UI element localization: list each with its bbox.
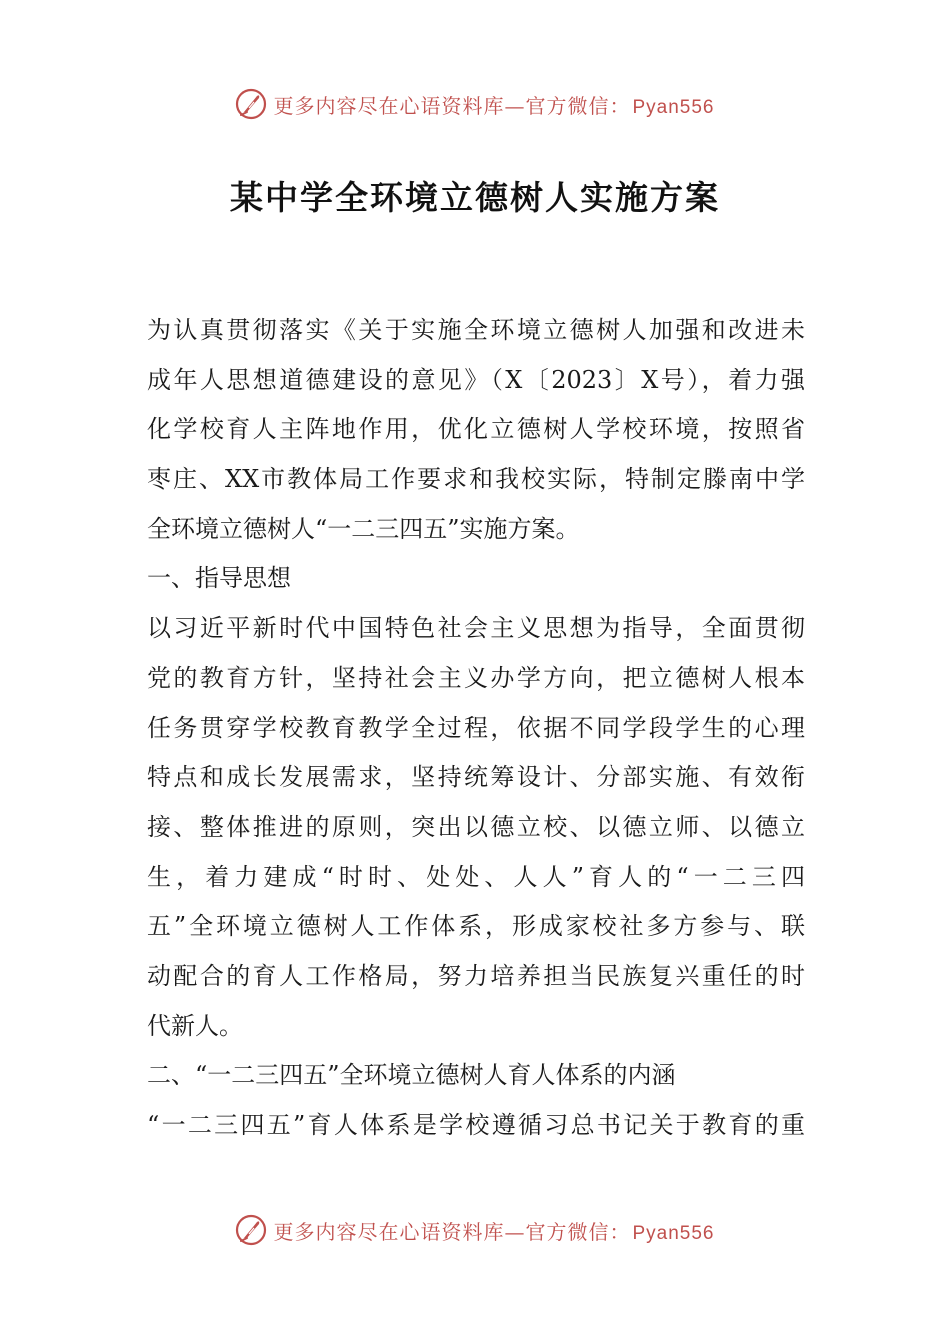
watermark-text: 更多内容尽在心语资料库—官方微信： Pyan556 [273,93,715,118]
text-line: 特点和成长发展需求，坚持统筹设计、分部实施、有效衔 [147,763,805,792]
quill-logo-icon [235,1214,267,1246]
text-line: “一二三四五”育人体系是学校遵循习总书记关于教育的重 [147,1111,805,1139]
text-line: 枣庄、XX市教体局工作要求和我校实际，特制定滕南中学 [147,465,805,494]
document-title: 某中学全环境立德树人实施方案 [230,178,720,217]
text-line: 代新人。 [147,1011,243,1040]
text-line: 全环境立德树人“一二三四五”实施方案。 [147,514,580,543]
watermark-banner-bottom [0,1210,950,1250]
text-line: 生，着力建成“时时、处处、人人”育人的“一二三四 [147,862,805,891]
text-line: 党的教育方针，坚持社会主义办学方向，把立德树人根本 [147,663,805,692]
text-line: 任务贯穿学校教育教学全过程，依据不同学段学生的心理 [147,713,805,742]
text-line: 动配合的育人工作格局，努力培养担当民族复兴重任的时 [147,961,805,990]
text-line: 为认真贯彻落实《关于实施全环境立德树人加强和改进未 [147,316,805,344]
wechat-id: Pyan556 [632,96,715,118]
document-body [147,306,805,1151]
text-line: 以习近平新时代中国特色社会主义思想为指导，全面贯彻 [147,614,805,643]
section-heading: 二、“一二三四五”全环境立德树人育人体系的内涵 [147,1061,676,1090]
quill-logo-icon [235,88,267,120]
text-line: 接、整体推进的原则，突出以德立校、以德立师、以德立 [147,812,805,841]
text-line: 成年人思想道德建设的意见》（X〔2023〕X号），着力强 [147,365,805,394]
wechat-id: Pyan556 [632,1222,715,1244]
watermark-banner-top [0,84,950,124]
section-heading: 一、指导思想 [147,564,291,593]
watermark-text: 更多内容尽在心语资料库—官方微信： Pyan556 [273,1219,715,1244]
text-line: 化学校育人主阵地作用，优化立德树人学校环境，按照省 [147,415,805,444]
text-line: 五”全环境立德树人工作体系，形成家校社多方参与、联 [147,912,805,941]
